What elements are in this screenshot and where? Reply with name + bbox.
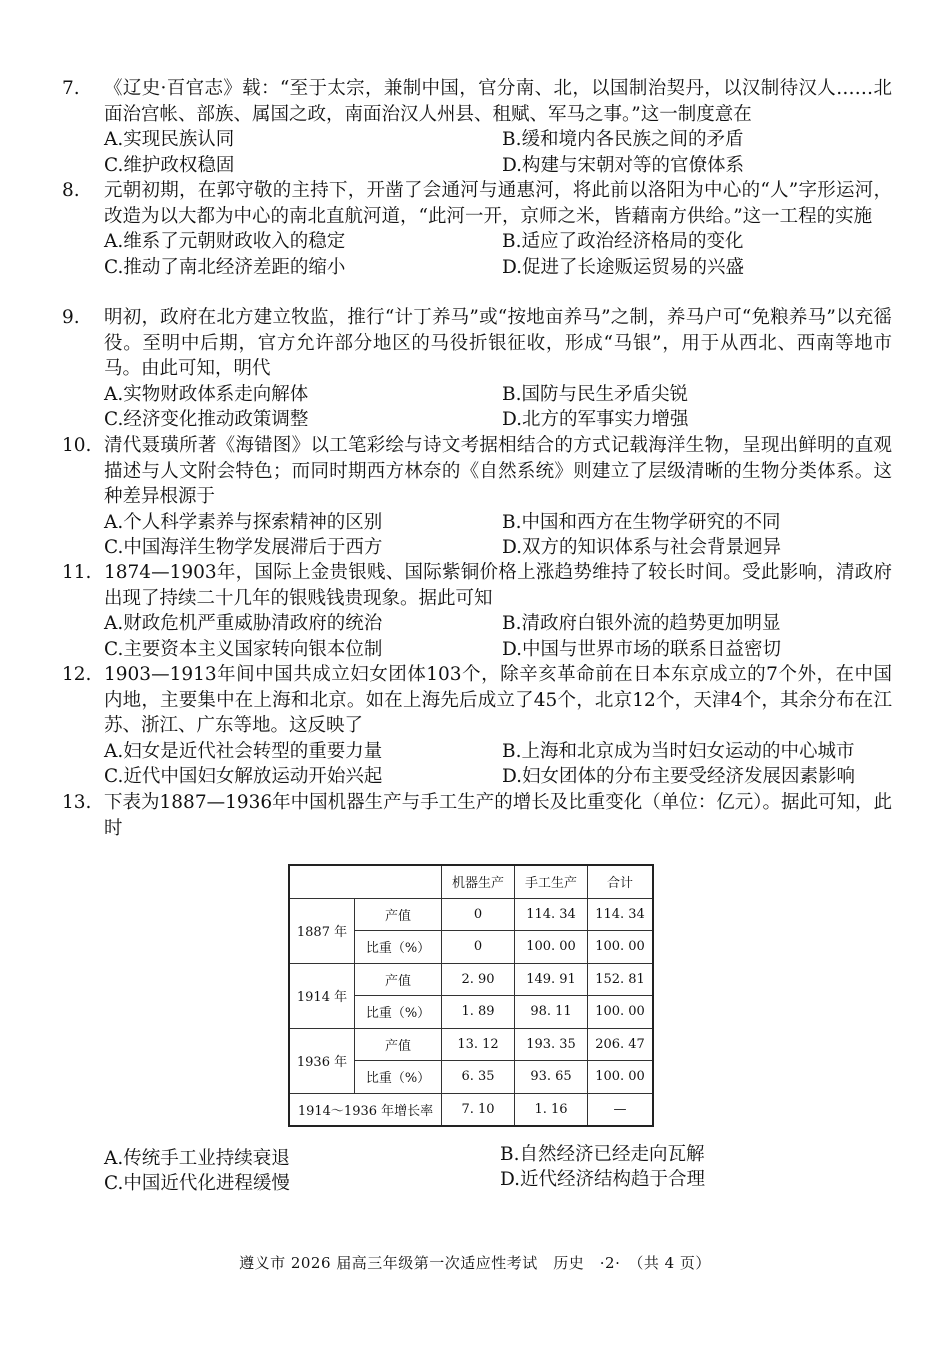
table-cell: 1. 16 [515,1093,588,1126]
question-number: 12. [62,664,92,685]
table-header-blank [289,865,442,898]
options [104,127,892,178]
question-13-options [104,1144,864,1196]
table-row [289,963,653,996]
question-number: 10. [62,435,92,456]
table-cell: 93. 65 [515,1061,588,1094]
question-stem: 清代聂璜所著《海错图》以工笔彩绘与诗文考据相结合的方式记载海洋生物，呈现出鲜明的直观描述与人文附会特色；而同时期西方林奈的《自然系统》则建立了层级清晰的生物分类体系。这种差异根源于 [104,435,892,507]
option-b: B.自然经济已经走向瓦解 [500,1144,705,1165]
question-number: 7. [62,78,80,99]
option-d: D.中国与世界市场的联系日益密切 [502,638,782,660]
production-table [288,864,654,1127]
table-header-cell: 机器生产 [442,865,515,898]
table-cell: 100. 00 [588,931,654,964]
table-cell: 206. 47 [588,1028,654,1061]
row-label: 比重（%） [355,996,442,1029]
option-c: C.主要资本主义国家转向银本位制 [104,638,383,660]
option-b: B.上海和北京成为当时妇女运动的中心城市 [502,740,855,762]
question-13 [62,790,892,841]
year-cell: 1936 年 [289,1028,355,1093]
table-cell: 114. 34 [515,898,588,931]
option-c: C.经济变化推动政策调整 [104,409,309,430]
question-stem: 下表为1887—1936年中国机器生产与手工生产的增长及比重变化（单位：亿元）。据此可知，此时 [104,792,892,839]
option-c: C.近代中国妇女解放运动开始兴起 [104,766,383,787]
table-cell: 152. 81 [588,963,654,996]
option-d: D.构建与宋朝对等的官僚体系 [502,154,745,176]
row-label: 产值 [355,963,442,996]
table-cell: 6. 35 [442,1061,515,1094]
option-d: D.近代经济结构趋于合理 [500,1169,706,1190]
option-a: A.维系了元朝财政收入的稳定 [104,231,346,252]
question-stem: 1903—1913年间中国共成立妇女团体103个，除辛亥革命前在日本东京成立的7个外，在中国内地，主要集中在上海和北京。如在上海先后成立了45个，北京12个，天津4个，其余分布在江苏、浙江、广东等地。这反映了 [104,664,892,736]
question-7 [62,76,892,178]
question-11 [62,560,892,662]
option-b: B.缓和境内各民族之间的矛盾 [502,129,744,150]
option-c: C.中国海洋生物学发展滞后于西方 [104,537,383,558]
table-cell: 100. 00 [588,1061,654,1094]
table-cell: 100. 00 [588,996,654,1029]
options [104,611,892,662]
question-stem: 《辽史·百官志》载：“至于太宗，兼制中国，官分南、北，以国制治契丹，以汉制待汉人……北面治宫帐、部族、属国之政，南面治汉人州县、租赋、军马之事。”这一制度意在 [104,78,892,125]
table-cell: 1. 89 [442,996,515,1029]
option-b: B.国防与民生矛盾尖锐 [502,383,688,405]
table-cell: 114. 34 [588,898,654,931]
question-stem: 明初，政府在北方建立牧监，推行“计丁养马”或“按地亩养马”之制，养马户可“免粮养马”以充徭役。至明中后期，官方允许部分地区的马役折银征收，形成“马银”，用于从西北、西南等地市马。由此可知，明代 [104,307,892,379]
table-cell: 193. 35 [515,1028,588,1061]
option-d: D.北方的军事实力增强 [502,409,689,430]
table-row [289,898,653,931]
question-9 [62,305,892,433]
option-a: A.实物财政体系走向解体 [104,383,309,405]
table-row [289,1028,653,1061]
option-c: C.维护政权稳固 [104,154,235,176]
option-a: A.妇女是近代社会转型的重要力量 [104,740,383,762]
options [104,382,892,433]
page-footer: 遵义市 2026 届高三年级第一次适应性考试 历史 ·2· （共 4 页） [239,1254,711,1272]
table-cell: 149. 91 [515,963,588,996]
table-cell: 0 [442,898,515,931]
option-d: D.双方的知识体系与社会背景迥异 [502,537,782,558]
table-cell: 100. 00 [515,931,588,964]
year-cell: 1914 年 [289,963,355,1028]
question-number: 8. [62,180,80,201]
options [104,739,892,790]
option-a: A.传统手工业持续衰退 [104,1148,290,1169]
question-stem: 1874—1903年，国际上金贵银贱、国际紫铜价格上涨趋势维持了较长时间。受此影响，清政府出现了持续二十几年的银贱钱贵现象。据此可知 [104,562,892,609]
row-label: 产值 [355,1028,442,1061]
question-stem: 元朝初期，在郭守敬的主持下，开凿了会通河与通惠河，将此前以洛阳为中心的“人”字形运河，改造为以大都为中心的南北直航河道，“此河一开，京师之米，皆藉南方供给。”这一工程的实施 [104,180,892,227]
table-cell: — [588,1093,654,1126]
table-cell: 98. 11 [515,996,588,1029]
option-a: A.个人科学素养与探索精神的区别 [104,511,383,533]
option-b: B.中国和西方在生物学研究的不同 [502,511,781,533]
question-12 [62,662,892,790]
option-b: B.适应了政治经济格局的变化 [502,231,744,252]
option-c: C.推动了南北经济差距的缩小 [104,256,346,278]
table-cell: 13. 12 [442,1028,515,1061]
option-a: A.财政危机严重威胁清政府的统治 [104,613,383,634]
row-label: 比重（%） [355,931,442,964]
row-label: 产值 [355,898,442,931]
options [104,510,892,561]
option-d: D.妇女团体的分布主要受经济发展因素影响 [502,766,856,787]
option-d: D.促进了长途贩运贸易的兴盛 [502,256,745,278]
option-b: B.清政府白银外流的趋势更加明显 [502,613,781,634]
row-label: 比重（%） [355,1061,442,1094]
question-number: 13. [62,792,92,813]
option-c: C.中国近代化进程缓慢 [104,1173,290,1194]
options [104,229,892,280]
table-row-growth [289,1093,653,1126]
question-number: 11. [62,562,92,583]
option-a: A.实现民族认同 [104,129,235,150]
question-8 [62,178,892,280]
table-cell: 0 [442,931,515,964]
question-10 [62,433,892,561]
table-cell: 7. 10 [442,1093,515,1126]
table-header-cell: 合计 [588,865,654,898]
table-header-cell: 手工生产 [515,865,588,898]
table-header-row [289,865,653,898]
table-cell: 2. 90 [442,963,515,996]
row-label: 1914～1936 年增长率 [289,1093,442,1126]
year-cell: 1887 年 [289,898,355,963]
question-number: 9. [62,307,80,328]
